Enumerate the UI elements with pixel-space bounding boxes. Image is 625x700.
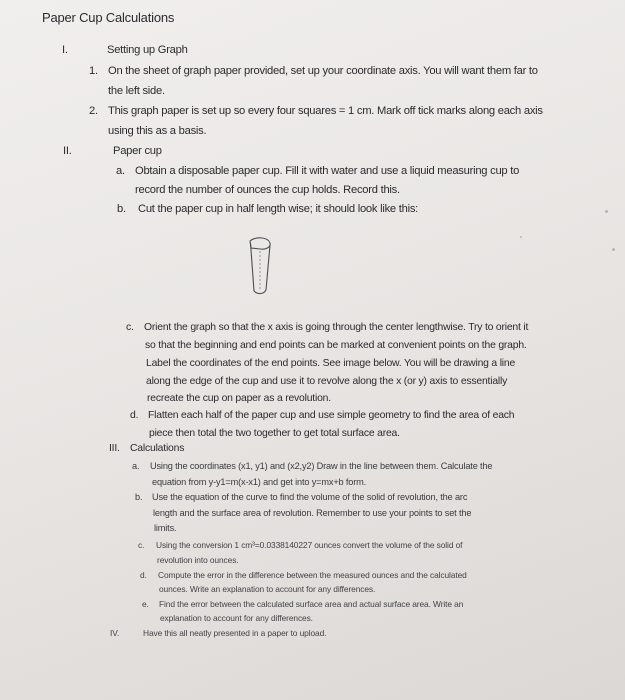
item-line: using this as a basis. <box>108 125 207 137</box>
item-line: the left side. <box>108 85 165 97</box>
item-marker: 2. <box>89 105 98 117</box>
section-numeral: II. <box>63 145 72 157</box>
item-line: revolution into ounces. <box>157 555 239 565</box>
page-title: Paper Cup Calculations <box>42 10 175 25</box>
item-line: recreate the cup on paper as a revolution. <box>147 393 331 404</box>
item-line: Using the conversion 1 cm³=0.0338140227 ounces convert the volume of the solid of <box>156 540 463 550</box>
item-line: Obtain a disposable paper cup. Fill it with water and use a liquid measuring cup to <box>135 165 520 177</box>
item-marker: c. <box>138 540 145 550</box>
section-numeral: I. <box>62 44 68 56</box>
item-line: piece then total the two together to get total surface area. <box>149 428 400 439</box>
section-numeral: III. <box>109 443 120 454</box>
section-heading: Setting up Graph <box>107 44 188 56</box>
item-marker: d. <box>140 570 147 580</box>
item-marker: b. <box>135 492 143 502</box>
item-line: along the edge of the cup and use it to revolve along the x (or y) axis to essentially <box>146 376 508 387</box>
section-numeral: IV. <box>110 628 120 638</box>
item-marker: 1. <box>89 65 98 77</box>
item-line: On the sheet of graph paper provided, set up your coordinate axis. You will want them far to <box>108 65 538 77</box>
section-heading: Have this all neatly presented in a paper to upload. <box>143 628 327 638</box>
item-line: Find the error between the calculated surface area and actual surface area. Write an <box>159 599 464 609</box>
section-heading: Calculations <box>130 443 185 454</box>
half-paper-cup-illustration <box>246 235 276 297</box>
item-line: Use the equation of the curve to find the volume of the solid of revolution, the arc <box>152 492 468 502</box>
item-line: Flatten each half of the paper cup and use simple geometry to find the area of each <box>148 410 515 421</box>
paper-speck <box>520 236 522 238</box>
item-line: so that the beginning and end points can be marked at convenient points on the graph. <box>145 340 527 351</box>
item-line: equation from y-y1=m(x-x1) and get into y=mx+b form. <box>152 477 367 487</box>
item-line: limits. <box>154 523 177 533</box>
item-line: explanation to account for any differences. <box>160 613 313 623</box>
item-line: Cut the paper cup in half length wise; it should look like this: <box>138 203 419 215</box>
item-line: length and the surface area of revolution. Remember to use your points to set the <box>153 508 472 518</box>
item-marker: e. <box>142 599 149 609</box>
item-line: Orient the graph so that the x axis is going through the center lengthwise. Try to orient it <box>144 322 529 333</box>
item-line: Using the coordinates (x1, y1) and (x2,y2) Draw in the line between them. Calculate the <box>150 461 493 471</box>
item-marker: b. <box>117 203 126 215</box>
item-line: This graph paper is set up so every four squares = 1 cm. Mark off tick marks along each axis <box>108 105 543 117</box>
item-line: record the number of ounces the cup holds. Record this. <box>135 184 400 196</box>
paper-speck <box>605 210 608 213</box>
item-marker: c. <box>126 322 134 333</box>
item-marker: a. <box>132 461 140 471</box>
item-marker: d. <box>130 410 139 421</box>
item-line: Compute the error in the difference between the measured ounces and the calculated <box>158 570 467 580</box>
item-line: ounces. Write an explanation to account for any differences. <box>159 584 376 594</box>
paper-speck <box>612 248 615 251</box>
section-heading: Paper cup <box>113 145 162 157</box>
item-line: Label the coordinates of the end points. See image below. You will be drawing a line <box>146 358 516 369</box>
item-marker: a. <box>116 165 125 177</box>
